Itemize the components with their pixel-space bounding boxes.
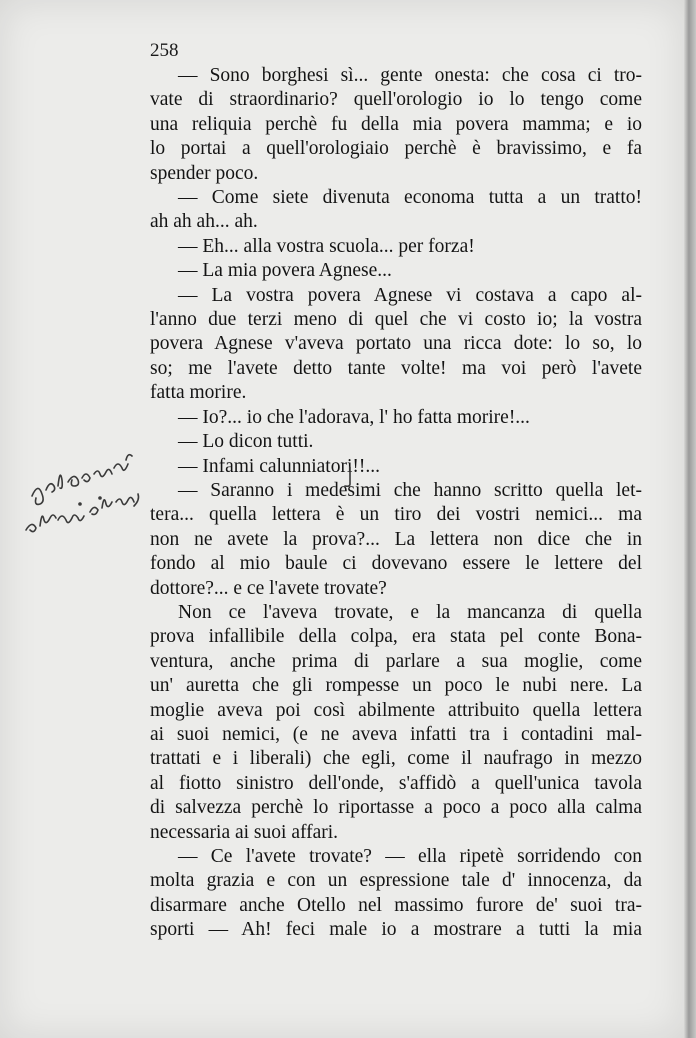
- text-line: sporti — Ah! feci male io a mostrare a tutti la mia: [150, 919, 642, 941]
- text-line: — La vostra povera Agnese vi costava a capo al-: [178, 284, 642, 306]
- text-line: una reliquia perchè fu della mia povera mamma; e io: [150, 113, 642, 135]
- body-text: [150, 64, 642, 943]
- text-line: — Come siete divenuta economa tutta a un tratto!: [178, 187, 642, 209]
- text-line: prova infallibile della colpa, era stata pel conte Bona-: [150, 626, 642, 648]
- text-line: molta grazia e con un espressione tale d' innocenza, da: [150, 870, 642, 892]
- text-line: — Eh... alla vostra scuola... per forza!: [178, 235, 475, 257]
- text-line: ah ah ah... ah.: [150, 211, 258, 233]
- text-line: al fiotto sinistro dell'onde, s'affidò a quell'unica tavola: [150, 772, 642, 794]
- text-line: non ne avete la prova?... La lettera non dice che in: [150, 528, 642, 550]
- page-edge-shadow: [684, 0, 696, 1038]
- text-line: tera... quella lettera è un tiro dei vostri nemici... ma: [150, 504, 642, 526]
- text-line: — Sono borghesi sì... gente onesta: che cosa ci tro-: [178, 65, 642, 86]
- text-line: — Infami calunniatori!!...: [178, 455, 380, 477]
- text-line: fondo al mio baule ci dovevano essere le lettere del: [150, 553, 642, 575]
- text-line: lo portai a quell'orologiaio perchè è bravissimo, e fa: [150, 138, 642, 160]
- text-line: Non ce l'aveva trovate, e la mancanza di quella: [178, 601, 642, 623]
- text-line: — Io?... io che l'adorava, l' ho fatta morire!...: [178, 406, 530, 428]
- text-line: vate di straordinario? quell'orologio io lo tengo come: [150, 89, 642, 111]
- text-line: spender poco.: [150, 162, 259, 184]
- text-line: — Saranno i medesimi che hanno scritto quella let-: [178, 479, 642, 501]
- text-line: necessaria ai suoi affari.: [150, 821, 339, 843]
- text-line: l'anno due terzi meno di quel che vi costo io; la vostra: [150, 309, 642, 331]
- handwriting-icon: [10, 438, 150, 548]
- text-line: — La mia povera Agnese...: [178, 260, 392, 282]
- text-line: povera Agnese v'aveva portato una ricca dote: lo so, lo: [150, 333, 642, 355]
- text-line: fatta morire.: [150, 382, 247, 404]
- text-line: un' auretta che gli rompesse un poco le nubi nere. La: [150, 675, 642, 697]
- page-number: 258: [150, 40, 179, 61]
- text-line: so; me l'avete detto tante volte! ma voi però l'avete: [150, 357, 642, 379]
- handwritten-marginal-note: [10, 438, 150, 548]
- text-line: moglie aveva poi così abilmente attribuito quella lettera: [150, 699, 642, 721]
- insertion-caret-mark: [343, 466, 353, 488]
- text-line: — Lo dicon tutti.: [178, 431, 314, 453]
- text-line: disarmare anche Otello nel massimo furore de' suoi tra-: [150, 894, 642, 916]
- text-line: dottore?... e ce l'avete trovate?: [150, 577, 387, 599]
- text-line: di salvezza perchè lo riportasse a poco a poco alla calma: [150, 797, 642, 819]
- text-line: — Ce l'avete trovate? — ella ripetè sorridendo con: [178, 846, 642, 867]
- text-line: ai suoi nemici, (e ne aveva infatti tra i contadini mal-: [150, 723, 642, 745]
- text-line: trattati e i liberali) che egli, come il naufrago in mezzo: [150, 748, 642, 770]
- text-line: ventura, anche prima di parlare a sua moglie, come: [150, 650, 642, 672]
